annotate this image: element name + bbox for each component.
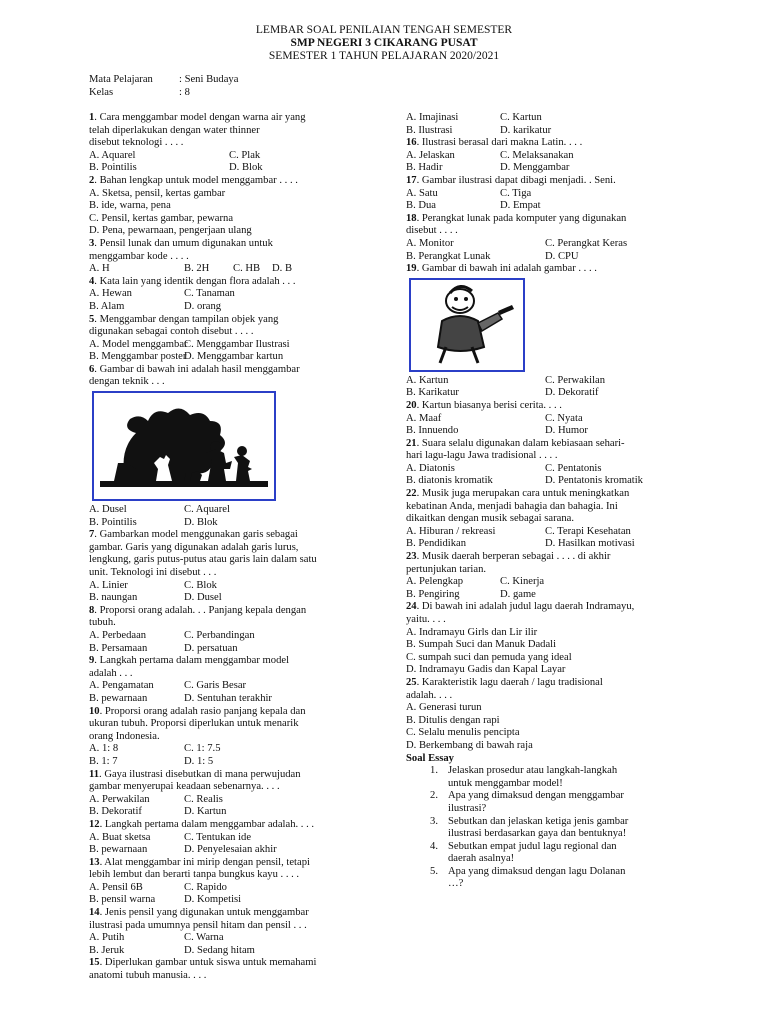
question-stem: . Cara menggambar model dengan warna air yang telah diperlakukan dengan water thinner disebut teknologi . . . . xyxy=(89,112,306,149)
question-item xyxy=(89,364,381,529)
question-number: 3 xyxy=(89,237,95,249)
question-text xyxy=(89,957,381,982)
question-text xyxy=(89,857,381,882)
answer-option: D. Humor xyxy=(545,425,588,437)
answer-option: C. Warna xyxy=(184,932,224,944)
essay-number: 1. xyxy=(430,765,438,777)
answer-option: D. karikatur xyxy=(500,124,552,136)
question-stem: . Langkah pertama dalam menggambar adalah. . . . xyxy=(99,818,315,830)
answer-option: C. Selalu menulis pencipta xyxy=(406,727,520,739)
answer-option: A. Satu xyxy=(406,187,438,199)
caricature-illustration xyxy=(409,278,525,372)
answer-option: C. Terapi Kesehatan xyxy=(545,525,631,537)
question-item xyxy=(406,213,656,263)
answer-option: B. Sumpah Suci dan Manuk Dadali xyxy=(406,639,557,651)
question-stem: . Menggambar dengan tampilan objek yang digunakan sebagai contoh disebut . . . . xyxy=(89,313,279,338)
question-item xyxy=(89,655,381,705)
answer-option: D. 1: 5 xyxy=(184,755,214,767)
question-stem: . Alat menggambar ini mirip dengan pensil, tetapi lebih lembut dan berarti tanpa bungkus kayu . . . . xyxy=(89,856,310,881)
essay-question xyxy=(406,866,656,891)
school-name: SMP NEGERI 3 CIKARANG PUSAT xyxy=(290,37,478,49)
answer-option: B. Dua xyxy=(406,200,437,212)
question-stem: . Perangkat lunak pada komputer yang digunakan disebut . . . . xyxy=(406,212,627,237)
answer-option: A. Diatonis xyxy=(406,462,455,474)
answer-option: A. Jelaskan xyxy=(406,149,455,161)
question-item xyxy=(89,819,381,857)
question-number: 10 xyxy=(89,705,100,717)
answer-option: A. Hewan xyxy=(89,288,132,300)
answer-option: C. Blok xyxy=(184,579,217,591)
answer-option: A. Kartun xyxy=(406,374,449,386)
answer-option: B. Innuendo xyxy=(406,425,459,437)
silhouette-image xyxy=(96,395,272,497)
answer-option: D. persatuan xyxy=(184,642,238,654)
question-text xyxy=(89,819,381,832)
answer-option: B. Pendidikan xyxy=(406,538,467,550)
answer-option: A. Pelengkap xyxy=(406,576,464,588)
answer-option: A. Dusel xyxy=(89,504,127,516)
answer-option: D. Dusel xyxy=(184,592,222,604)
question-item xyxy=(89,112,381,175)
question-number: 25 xyxy=(406,676,417,688)
question-number: 21 xyxy=(406,437,417,449)
question-text xyxy=(89,175,381,188)
meta-value: : Seni Budaya xyxy=(179,74,239,85)
question-stem: . Diperlukan gambar untuk siswa untuk memahami anatomi tubuh manusia. . . . xyxy=(89,957,317,982)
question-stem: . Bahan lengkap untuk model menggambar . . . . xyxy=(94,174,298,186)
answer-option: D. Hasilkan motivasi xyxy=(545,538,635,550)
question-number: 11 xyxy=(89,768,100,780)
question-number: 4 xyxy=(89,275,95,287)
answer-option: B. naungan xyxy=(89,592,138,604)
answer-option: C. Garis Besar xyxy=(184,680,247,692)
question-text xyxy=(406,400,656,413)
essay-section xyxy=(406,753,656,892)
answer-option: B. Pengiring xyxy=(406,588,460,600)
question-text xyxy=(89,529,381,579)
question-stem: . Pensil lunak dan umum digunakan untuk menggambar kode . . . . xyxy=(89,237,273,262)
answer-option: A. Perbedaan xyxy=(89,630,147,641)
answer-option: B. Perangkat Lunak xyxy=(406,250,491,262)
question-stem: . Gambar ilustrasi dapat dibagi menjadi. . Seni. xyxy=(416,174,616,186)
question-item xyxy=(89,605,381,655)
question-stem: . Langkah pertama dalam menggambar model adalah . . . xyxy=(89,655,290,679)
essay-text: Apa yang dimaksud dengan menggambar ilustrasi? xyxy=(448,790,624,814)
essay-text: Apa yang dimaksud dengan lagu Dolanan …? xyxy=(448,865,626,890)
question-item xyxy=(89,314,381,364)
question-item xyxy=(89,957,381,982)
question-number: 7 xyxy=(89,529,95,541)
essay-title: Soal Essay xyxy=(406,752,454,764)
question-number: 1 xyxy=(89,112,95,123)
question-number: 19 xyxy=(406,263,417,275)
answer-option: D. Blok xyxy=(229,162,263,174)
answer-option: C. HB xyxy=(233,263,261,275)
answer-option: C. Tiga xyxy=(500,187,532,199)
question-number: 2 xyxy=(89,174,95,186)
question-number: 17 xyxy=(406,174,417,186)
question-number: 13 xyxy=(89,856,100,868)
question-item xyxy=(406,601,656,677)
answer-option: B. Pointilis xyxy=(89,516,137,528)
answer-option: B. Alam xyxy=(89,300,125,312)
answer-option: D. Berkembang di bawah raja xyxy=(406,739,533,751)
question-text xyxy=(406,175,656,188)
question-stem: . Suara selalu digunakan dalam kebiasaan sehari- hari lagu-lagu Jawa tradisional . . . . xyxy=(406,437,625,462)
question-text xyxy=(406,677,656,702)
answer-option: B. ide, warna, pena xyxy=(89,200,171,212)
meta-key: Mata Pelajaran xyxy=(89,74,153,85)
answer-option: B. diatonis kromatik xyxy=(406,475,493,487)
answer-option: C. 1: 7.5 xyxy=(184,743,221,755)
question-stem: . Gambarkan model menggunakan garis sebagai gambar. Garis yang digunakan adalah garis lurus, lengkung, garis putus-putus atau garis lain dalam satu unit. Teknologi ini disebut . . . xyxy=(89,529,317,579)
answer-option: D. Menggambar xyxy=(500,162,570,174)
answer-option: A. Buat sketsa xyxy=(89,831,151,843)
essay-number: 4. xyxy=(430,840,438,852)
answer-option: B. Pointilis xyxy=(89,162,137,174)
answer-option: A. Generasi turun xyxy=(406,702,482,714)
meta-key: Kelas xyxy=(89,86,114,98)
answer-option: A. Maaf xyxy=(406,412,442,424)
silhouette-illustration xyxy=(92,391,276,501)
question-text xyxy=(89,314,381,339)
answer-option: B. Ilustrasi xyxy=(406,124,453,136)
meta-row-subject xyxy=(89,74,238,87)
question-text xyxy=(89,112,381,150)
answer-option: C. Menggambar Ilustrasi xyxy=(184,338,290,350)
answer-option: A. 1: 8 xyxy=(89,743,119,755)
question-stem: . Gambar di bawah ini adalah hasil menggambar dengan teknik . . . xyxy=(89,363,300,388)
answer-option: C. Melaksanakan xyxy=(500,149,574,161)
question-item xyxy=(406,112,656,137)
answer-option: B. 1: 7 xyxy=(89,755,118,767)
essay-question xyxy=(406,841,656,866)
question-text xyxy=(89,364,381,389)
semester-line: SEMESTER 1 TAHUN PELAJARAN 2020/2021 xyxy=(268,50,500,62)
answer-option: A. Pengamatan xyxy=(89,680,154,692)
essay-number: 2. xyxy=(430,790,438,802)
question-number: 24 xyxy=(406,601,417,613)
question-stem: . Karakteristik lagu daerah / lagu tradisional adalah. . . . xyxy=(406,676,603,701)
answer-option: D. Kartun xyxy=(184,806,227,818)
answer-option: D. CPU xyxy=(545,250,579,262)
question-text xyxy=(406,213,656,238)
answer-option: D. Empat xyxy=(500,200,541,212)
question-item xyxy=(89,857,381,907)
exam-meta xyxy=(89,74,238,99)
question-stem: . Proporsi orang adalah rasio panjang kepala dan ukuran tubuh. Proporsi diperlukan untuk menarik orang Indonesia. xyxy=(89,705,306,742)
question-item xyxy=(406,551,656,601)
questions-left-column xyxy=(89,112,381,983)
answer-option: D. Sentuhan terakhir xyxy=(184,692,272,704)
answer-option: D. orang xyxy=(184,300,222,312)
exam-header xyxy=(0,24,768,63)
question-number: 9 xyxy=(89,655,95,667)
question-text xyxy=(406,137,656,150)
answer-option: C. Aquarel xyxy=(184,504,230,516)
essay-question xyxy=(406,765,656,790)
question-number: 14 xyxy=(89,907,100,919)
question-number: 18 xyxy=(406,212,417,224)
answer-option: A. H xyxy=(89,263,110,275)
answer-option: D. Penyelesaian akhir xyxy=(184,844,277,856)
question-number: 8 xyxy=(89,604,95,616)
question-number: 16 xyxy=(406,137,417,149)
answer-option: C. Kartun xyxy=(500,112,542,123)
answer-option: B. 2H xyxy=(184,263,210,275)
answer-option: C. Realis xyxy=(184,793,223,805)
question-item xyxy=(89,907,381,957)
answer-option: B. Menggambar poster xyxy=(89,351,187,363)
question-item xyxy=(406,438,656,488)
question-item xyxy=(89,769,381,819)
answer-option: A. Pensil 6B xyxy=(89,881,143,893)
answer-option: B. pewarnaan xyxy=(89,692,148,704)
question-text xyxy=(406,551,656,576)
question-stem: . Ilustrasi berasal dari makna Latin. . . . xyxy=(416,137,583,149)
questions-right-column xyxy=(406,112,656,891)
question-text xyxy=(89,655,381,680)
question-number: 15 xyxy=(89,957,100,969)
exam-title: LEMBAR SOAL PENILAIAN TENGAH SEMESTER xyxy=(255,24,513,36)
essay-text: Jelaskan prosedur atau langkah-langkah untuk menggambar model! xyxy=(448,765,618,789)
answer-option: D. Kompetisi xyxy=(184,894,242,906)
answer-option: A. Model menggambar xyxy=(89,338,188,350)
answer-option: C. Nyata xyxy=(545,412,583,424)
answer-option: B. Dekoratif xyxy=(89,806,142,818)
meta-value: : 8 xyxy=(179,86,190,98)
answer-option: A. Hiburan / rekreasi xyxy=(406,525,496,537)
answer-option: A. Monitor xyxy=(406,237,454,249)
essay-text: Sebutkan empat judul lagu regional dan daerah asalnya! xyxy=(448,840,617,865)
question-stem: . Kartun biasanya berisi cerita. . . . xyxy=(416,399,562,411)
question-item xyxy=(406,137,656,175)
answer-option: D. Menggambar kartun xyxy=(184,351,284,363)
question-text xyxy=(89,706,381,744)
question-stem: . Di bawah ini adalah judul lagu daerah Indramayu, yaitu. . . . xyxy=(406,601,635,625)
answer-option: C. Tentukan ide xyxy=(184,831,252,843)
answer-option: D. Dekoratif xyxy=(545,387,599,399)
essay-question xyxy=(406,790,656,815)
question-number: 6 xyxy=(89,363,95,375)
answer-option: D. game xyxy=(500,588,536,600)
answer-option: A. Perwakilan xyxy=(89,793,150,805)
question-item xyxy=(89,706,381,769)
answer-option: A. Putih xyxy=(89,932,125,944)
answer-option: B. Ditulis dengan rapi xyxy=(406,714,500,726)
question-stem: . Musik daerah berperan sebagai . . . . di akhir pertunjukan tarian. xyxy=(406,551,611,575)
question-number: 20 xyxy=(406,399,417,411)
question-number: 12 xyxy=(89,818,100,830)
meta-row-class xyxy=(89,87,238,100)
answer-option: C. Kinerja xyxy=(500,576,545,588)
answer-option: B. Jeruk xyxy=(89,944,125,956)
question-text xyxy=(89,769,381,794)
answer-option: A. Indramayu Girls dan Lir ilir xyxy=(406,626,538,638)
question-text xyxy=(406,601,656,626)
question-item xyxy=(89,276,381,314)
answer-option: C. Pentatonis xyxy=(545,462,602,474)
answer-option: C. Perwakilan xyxy=(545,374,606,386)
question-item xyxy=(406,488,656,551)
answer-option: A. Sketsa, pensil, kertas gambar xyxy=(89,187,226,199)
question-stem: . Gambar di bawah ini adalah gambar . . . . xyxy=(416,263,597,275)
question-text xyxy=(406,438,656,463)
answer-option: D. Sedang hitam xyxy=(184,944,255,956)
question-text xyxy=(89,276,381,289)
question-item xyxy=(89,175,381,238)
answer-option: C. Plak xyxy=(229,149,261,161)
question-item xyxy=(406,400,656,438)
answer-option: D. Pena, pewarnaan, pengerjaan ulang xyxy=(89,225,252,237)
answer-option: A. Linier xyxy=(89,579,128,591)
question-text xyxy=(406,263,656,276)
question-text xyxy=(89,238,381,263)
answer-option: D. Indramayu Gadis dan Kapal Layar xyxy=(406,664,566,676)
question-text xyxy=(406,488,656,526)
essay-number: 5. xyxy=(430,865,438,877)
question-item xyxy=(406,677,656,753)
answer-option: B. Hadir xyxy=(406,162,443,174)
answer-option: D. B xyxy=(272,263,293,275)
question-stem: . Gaya ilustrasi disebutkan di mana perwujudan gambar menyerupai keadaan sebenarnya. . . . xyxy=(89,768,301,793)
question-text xyxy=(89,605,381,630)
question-stem: . Proporsi orang adalah. . . Panjang kepala dengan tubuh. xyxy=(89,604,307,629)
answer-option: C. sumpah suci dan pemuda yang ideal xyxy=(406,651,572,663)
essay-number: 3. xyxy=(430,815,438,827)
question-stem: . Musik juga merupakan cara untuk meningkatkan kebatinan Anda, menjadi bahagia dan bahagia. Ini dikaitkan dengan musik sebagai sarana. xyxy=(406,488,630,525)
answer-option: C. Perangkat Keras xyxy=(545,237,628,249)
answer-option: B. pewarnaan xyxy=(89,844,148,856)
caricature-image xyxy=(412,281,522,369)
answer-option: D. Blok xyxy=(184,516,218,528)
answer-option: C. Perbandingan xyxy=(184,630,255,641)
answer-option: C. Pensil, kertas gambar, pewarna xyxy=(89,212,234,224)
answer-option: D. Pentatonis kromatik xyxy=(545,475,643,487)
question-number: 23 xyxy=(406,551,417,563)
question-stem: . Kata lain yang identik dengan flora adalah . . . xyxy=(94,275,296,287)
answer-option: C. Rapido xyxy=(184,881,227,893)
question-number: 5 xyxy=(89,313,95,325)
answer-option: A. Imajinasi xyxy=(406,112,459,123)
question-text xyxy=(89,907,381,932)
question-item xyxy=(89,529,381,605)
question-item xyxy=(406,263,656,400)
answer-option: B. Persamaan xyxy=(89,642,148,654)
essay-text: Sebutkan dan jelaskan ketiga jenis gambar ilustrasi berdasarkan gaya dan bentuknya! xyxy=(448,815,629,840)
question-item xyxy=(89,238,381,276)
question-stem: . Jenis pensil yang digunakan untuk menggambar ilustrasi pada umumnya pensil hitam dan pensil . . . xyxy=(89,907,309,931)
answer-option: A. Aquarel xyxy=(89,149,136,161)
answer-option: B. pensil warna xyxy=(89,894,156,906)
essay-question xyxy=(406,816,656,841)
answer-option: B. Karikatur xyxy=(406,387,459,399)
question-number: 22 xyxy=(406,488,417,500)
question-item xyxy=(406,175,656,213)
answer-option: C. Tanaman xyxy=(184,288,235,300)
